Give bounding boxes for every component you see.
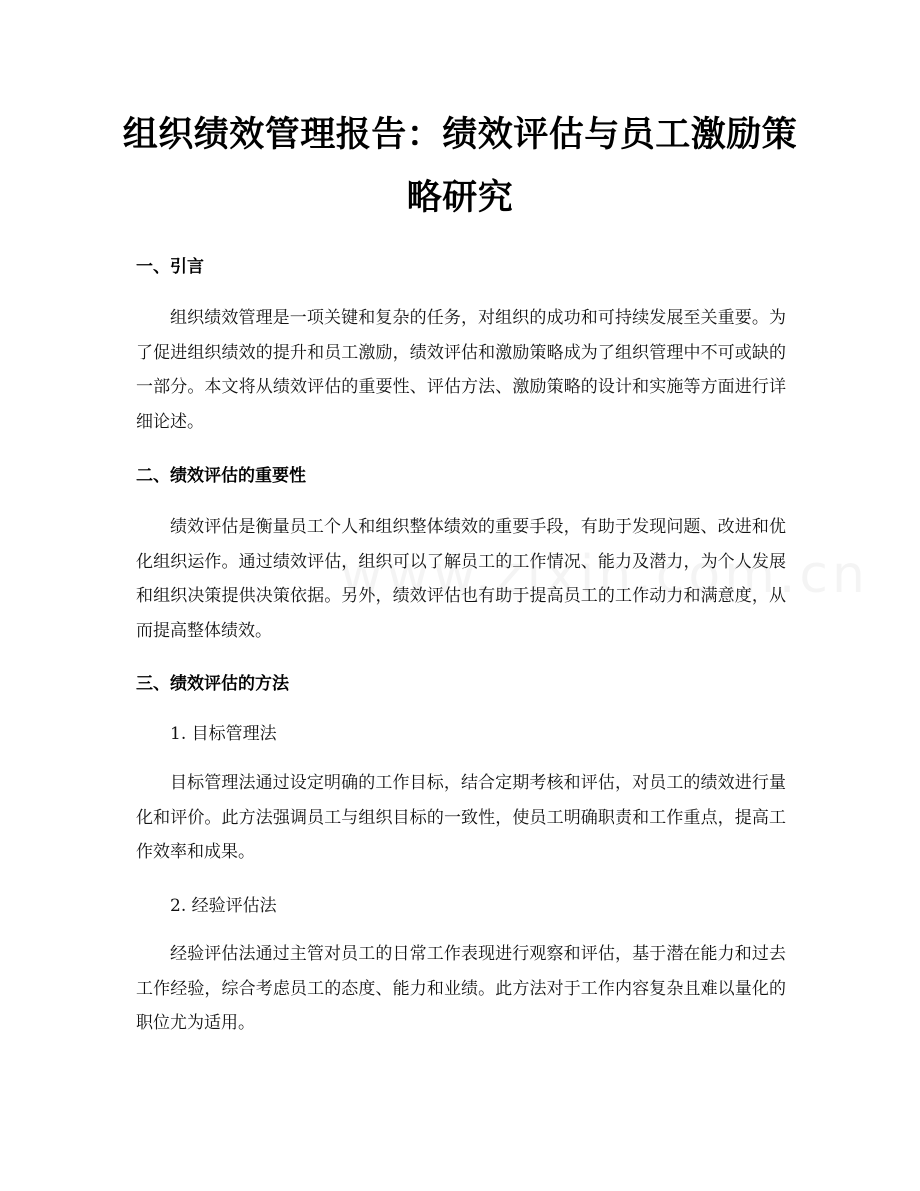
method-label-1: 1. 目标管理法 [170, 724, 277, 744]
document-title: 组织绩效管理报告：绩效评估与员工激励策略研究 [122, 115, 798, 218]
section-heading-methods: 三、绩效评估的方法 [136, 674, 289, 694]
method-paragraph-1: 目标管理法通过设定明确的工作目标，结合定期考核和评估，对员工的绩效进行量化和评价。此方法强调员工与组织目标的一致性，使员工明确职责和工作重点，提高工作效率和成果。 [136, 773, 786, 862]
method-label-2: 2. 经验评估法 [170, 896, 277, 916]
section-heading-intro: 一、引言 [136, 257, 204, 277]
section-paragraph-intro: 组织绩效管理是一项关键和复杂的任务，对组织的成功和可持续发展至关重要。为了促进组织绩效的提升和员工激励，绩效评估和激励策略成为了组织管理中不可或缺的一部分。本文将从绩效评估的重要性、评估方法、激励策略的设计和实施等方面进行详细论述。 [136, 308, 786, 432]
method-paragraph-2: 经验评估法通过主管对员工的日常工作表现进行观察和评估，基于潜在能力和过去工作经验，综合考虑员工的态度、能力和业绩。此方法对于工作内容复杂且难以量化的职位尤为适用。 [136, 944, 786, 1033]
section-paragraph-importance: 绩效评估是衡量员工个人和组织整体绩效的重要手段，有助于发现问题、改进和优化组织运作。通过绩效评估，组织可以了解员工的工作情况、能力及潜力，为个人发展和组织决策提供决策依据。另外，绩效评估也有助于提高员工的工作动力和满意度，从而提高整体绩效。 [136, 517, 786, 641]
section-heading-importance: 二、绩效评估的重要性 [136, 466, 306, 486]
